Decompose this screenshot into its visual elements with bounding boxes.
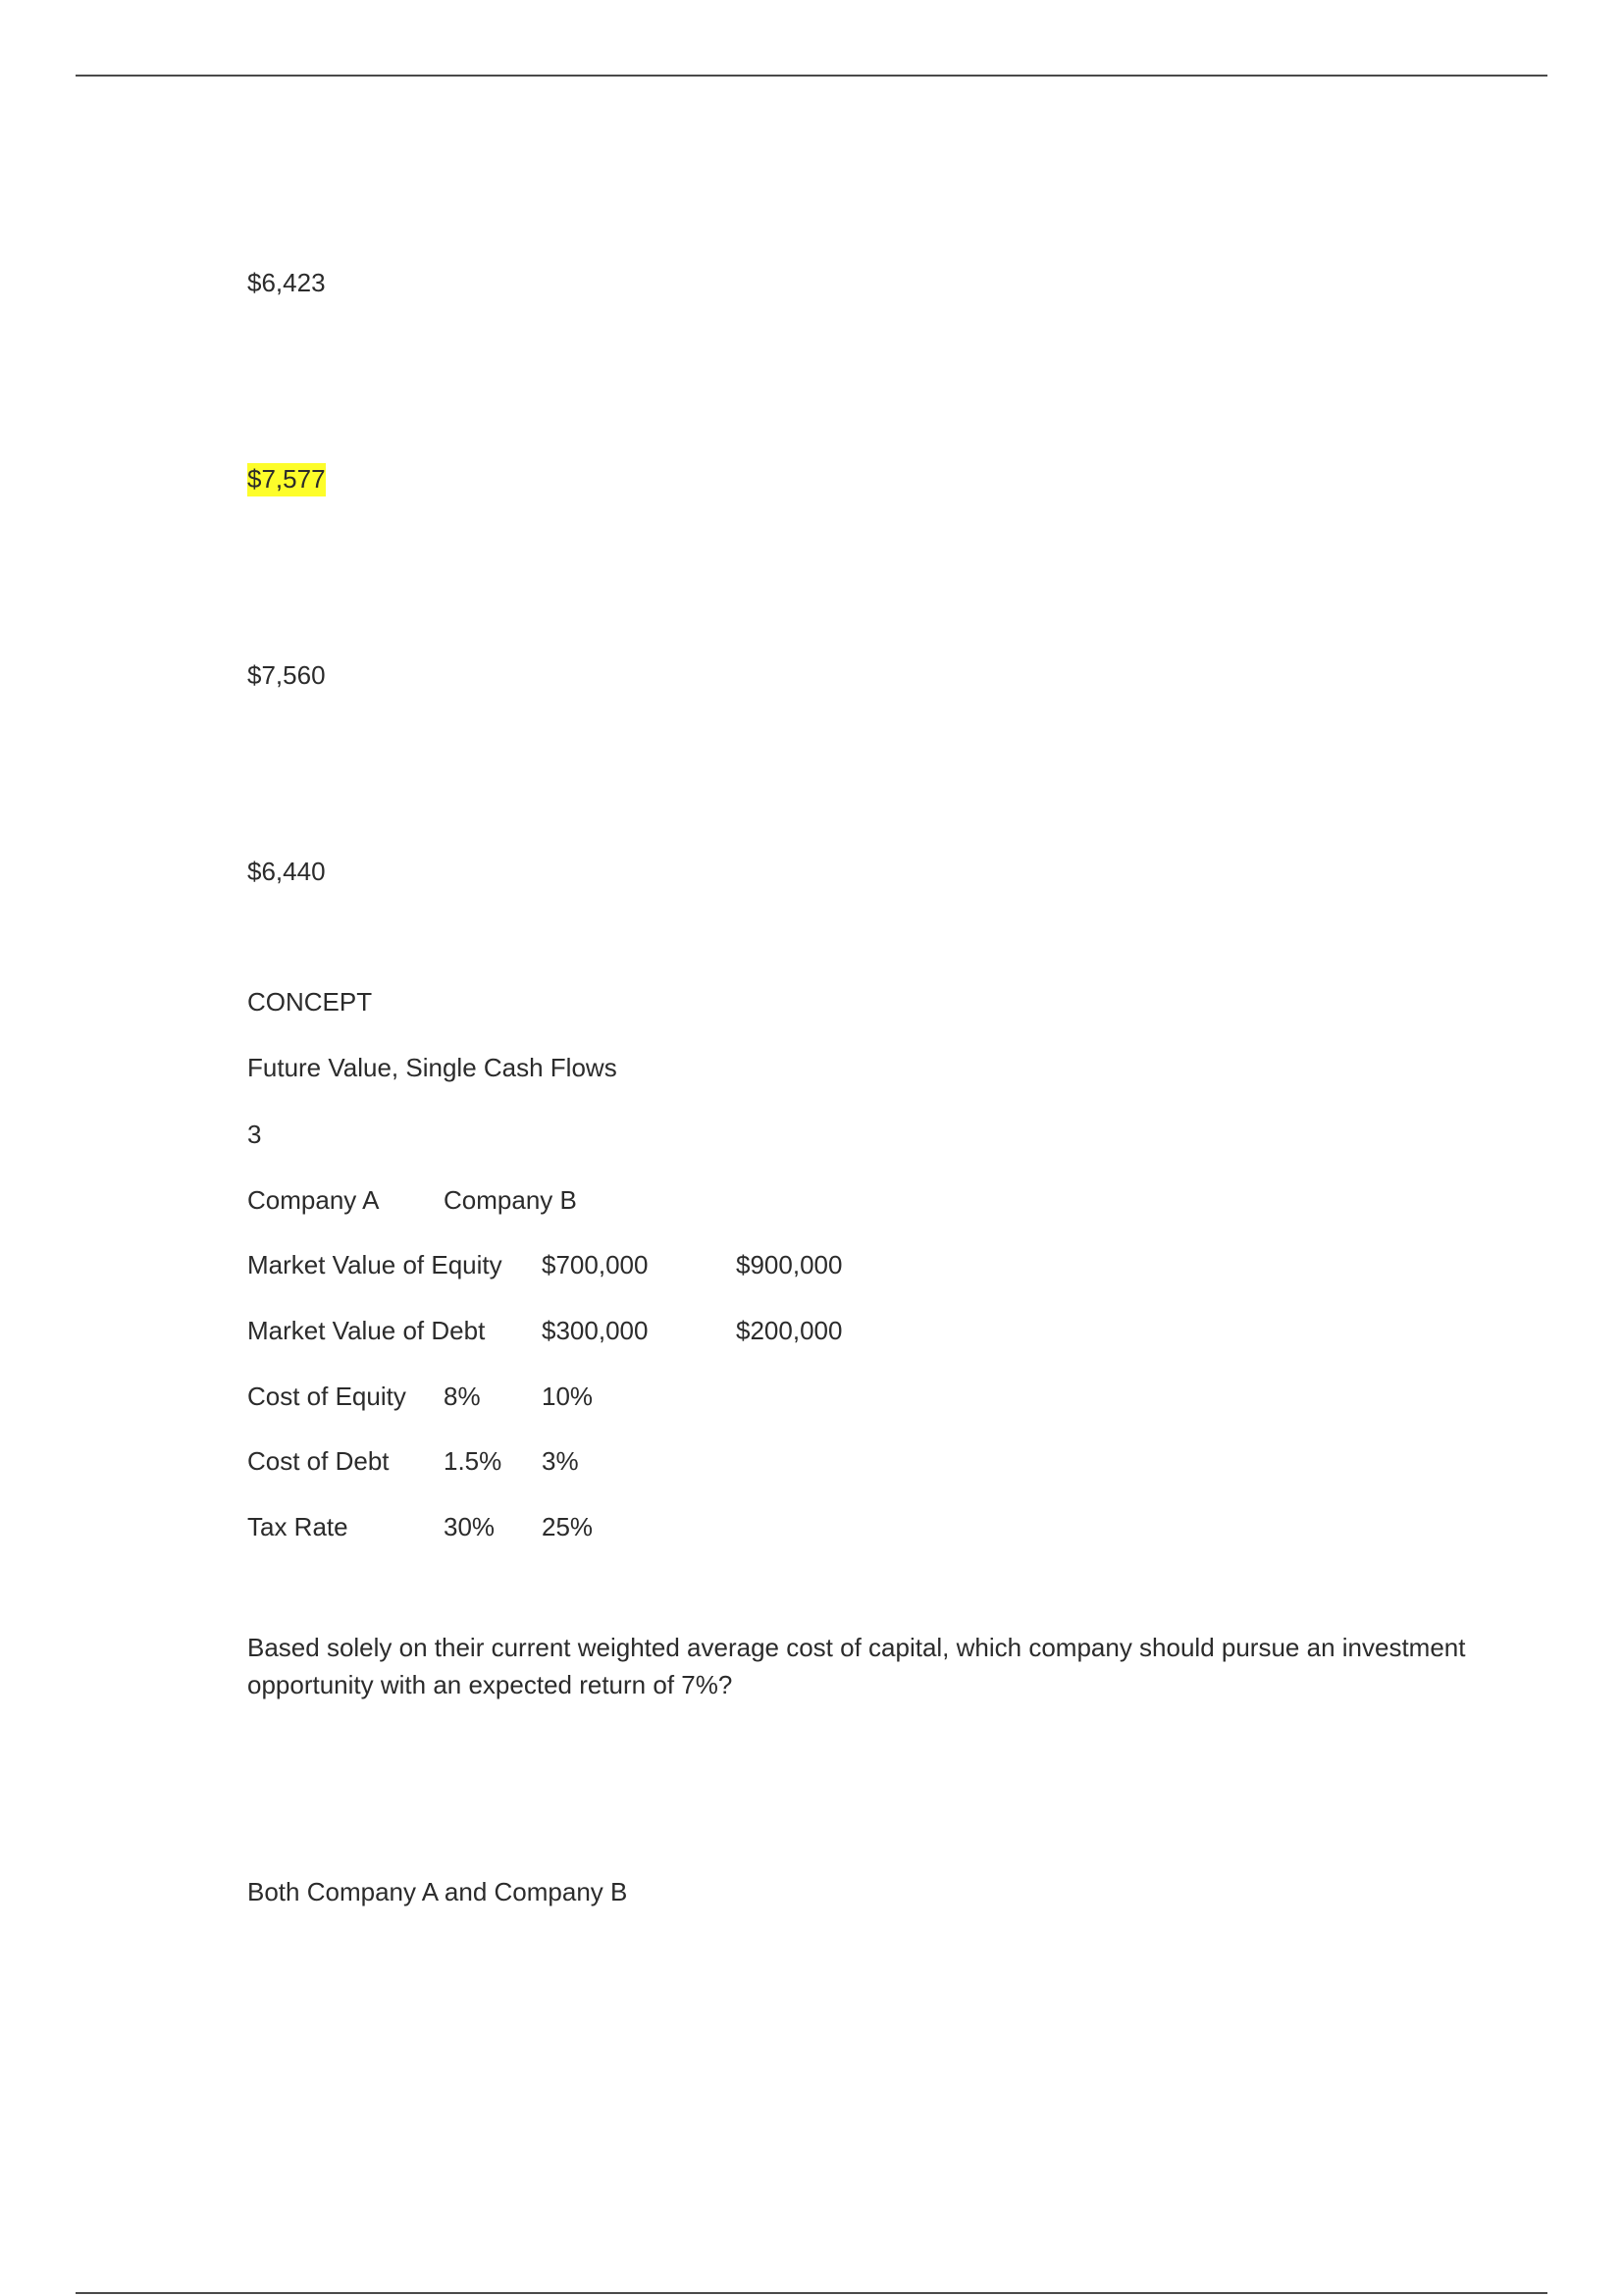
answer-option-1[interactable]: $6,423 — [247, 268, 326, 297]
question-text: Based solely on their current weighted average cost of capital, which company should pursue an investment opportunity with an expected return of 7%? — [247, 1633, 1466, 1699]
top-rule — [76, 75, 1547, 77]
table-cell-a: 30% — [444, 1512, 496, 1541]
concept-name: Future Value, Single Cash Flows — [247, 1053, 617, 1082]
table-cell-a: 1.5% — [444, 1446, 502, 1476]
question-number: 3 — [247, 1120, 262, 1149]
table-cell-b: $200,000 — [736, 1316, 843, 1345]
table-cell-b: 10% — [542, 1382, 594, 1411]
table-row-label: Cost of Equity — [247, 1382, 406, 1411]
answer-option-3[interactable]: $7,560 — [247, 660, 326, 690]
answer-option-both-companies[interactable]: Both Company A and Company B — [247, 1877, 628, 1906]
table-row-label: Tax Rate — [247, 1512, 348, 1541]
table-header-company-b: Company B — [444, 1185, 577, 1215]
bottom-rule — [76, 2292, 1547, 2294]
table-cell-b: 3% — [542, 1446, 579, 1476]
table-cell-b: $900,000 — [736, 1250, 843, 1279]
answer-option-4[interactable]: $6,440 — [247, 857, 326, 886]
table-row-label: Cost of Debt — [247, 1446, 390, 1476]
table-cell-b: 25% — [542, 1512, 594, 1541]
table-cell-a: 8% — [444, 1382, 481, 1411]
table-row-label: Market Value of Debt — [247, 1316, 486, 1345]
table-cell-a: $700,000 — [542, 1250, 649, 1279]
answer-option-2-highlighted[interactable]: $7,577 — [247, 463, 326, 496]
table-header-company-a: Company A — [247, 1185, 380, 1215]
table-row-label: Market Value of Equity — [247, 1250, 502, 1279]
table-cell-a: $300,000 — [542, 1316, 649, 1345]
concept-heading: CONCEPT — [247, 987, 373, 1017]
